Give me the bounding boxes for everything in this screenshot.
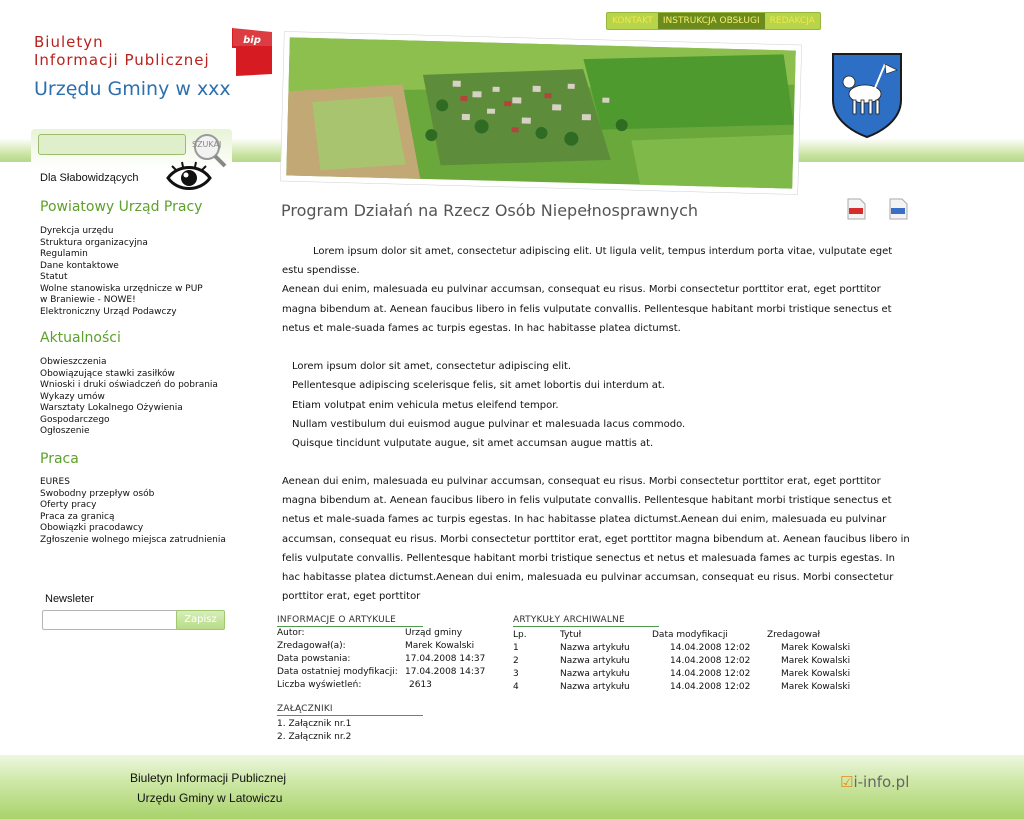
section-title-work[interactable]: Praca — [40, 451, 79, 467]
table-row — [277, 628, 485, 641]
menu-item[interactable]: Ogłoszenie — [40, 426, 90, 436]
iinfo-logo[interactable] — [840, 773, 909, 791]
village-aerial-photo — [280, 31, 802, 195]
table-row — [513, 667, 850, 680]
nav-instrukcja[interactable]: INSTRUKCJA OBSŁUGI — [658, 13, 765, 29]
menu-item[interactable]: Obowiązujące stawki zasiłków — [40, 368, 175, 379]
section-title-pup[interactable]: Powiatowy Urząd Pracy — [40, 199, 203, 215]
article-info-table — [277, 628, 485, 693]
info-label: Zredagował(a): — [277, 641, 346, 651]
table-row — [513, 654, 850, 667]
article-list — [292, 357, 685, 453]
info-label: Data ostatniej modyfikacji: — [277, 667, 398, 677]
column-header: Lp. — [513, 629, 527, 640]
paragraph-1: Lorem ipsum dolor sit amet, consectetur adipiscing elit. Ut ligula velit, tempus interdum porta vitae, vulputate eget estu spendisse. — [282, 246, 893, 277]
search-button-label: SZUKAJ — [192, 140, 222, 149]
table-row — [277, 654, 485, 667]
pdf-icon[interactable] — [846, 198, 866, 220]
menu-item[interactable]: Struktura organizacyjna — [40, 237, 148, 248]
info-value: Urząd gminy — [405, 628, 463, 638]
cell-editor: Marek Kowalski — [781, 668, 851, 679]
menu-item[interactable]: Oferty pracy — [40, 500, 97, 510]
info-label: Autor: — [277, 628, 305, 638]
menu-item[interactable]: Statut — [40, 272, 68, 282]
menu-news — [40, 357, 230, 438]
cell-title[interactable]: Nazwa artykułu — [560, 642, 630, 653]
column-header: Data modyfikacji — [652, 629, 728, 640]
article-info-heading: INFORMACJE O ARTYKULE — [277, 615, 423, 627]
menu-item[interactable]: Gospodarczego — [40, 414, 110, 425]
iinfo-logo-text: i-info.pl — [853, 773, 910, 791]
search-input[interactable] — [38, 134, 186, 155]
column-header: Zredagował — [767, 629, 821, 640]
table-row — [277, 667, 485, 680]
attachment-link[interactable]: 2. Załącznik nr.2 — [277, 732, 352, 742]
cell-lp: 2 — [513, 655, 519, 666]
list-item: Pellentesque adipiscing scelerisque felis, sit amet lobortis dui interdum at. — [292, 380, 665, 392]
cell-title[interactable]: Nazwa artykułu — [560, 681, 630, 692]
cell-date: 14.04.2008 12:02 — [670, 681, 751, 692]
nav-kontakt[interactable]: KONTAKT — [612, 16, 653, 26]
site-title-line2: Informacji Publicznej — [34, 51, 210, 69]
site-title-office[interactable]: Urzędu Gminy w xxx — [34, 78, 231, 100]
menu-item[interactable]: EURES — [40, 477, 70, 487]
article-intro — [282, 242, 914, 338]
top-navigation — [606, 12, 821, 30]
site-title-line1: Biuletyn — [34, 33, 104, 51]
bip-logo-text: bip — [243, 35, 261, 46]
cell-date: 14.04.2008 12:02 — [670, 668, 751, 679]
list-item: Lorem ipsum dolor sit amet, consectetur adipiscing elit. — [292, 361, 572, 372]
archive-articles — [513, 615, 853, 693]
menu-item[interactable]: Wolne stanowiska urzędnicze w PUP w Braniewie - NOWE! — [40, 283, 203, 305]
menu-item[interactable]: Dyrekcja urzędu — [40, 226, 114, 236]
doc-icon[interactable] — [888, 198, 908, 220]
menu-item[interactable]: Regulamin — [40, 249, 88, 259]
menu-item[interactable]: Elektroniczny Urząd Podawczy — [40, 306, 177, 317]
cell-editor: Marek Kowalski — [781, 642, 851, 653]
eye-icon[interactable] — [166, 160, 212, 196]
attachment-link[interactable]: 1. Załącznik nr.1 — [277, 719, 352, 729]
article-info — [277, 615, 487, 693]
list-item: Etiam volutpat enim vehicula metus eleifend tempor. — [292, 399, 559, 411]
menu-pup — [40, 226, 230, 318]
info-value: 17.04.2008 14:37 — [405, 654, 486, 664]
table-header-row — [513, 628, 850, 641]
paragraph-3: Aenean dui enim, malesuada eu pulvinar accumsan, consequat eu risus. Morbi consectetur porttitor erat, eget porttitor magna bibendum at. Aenean faucibus libero in felis vulputate convallis. Pellentesque habitant morbi tristique senectus et netus et male-suada fames ac turpis egestas. In hac habitasse platea dictumst.Aenean dui enim, malesuada eu pulvinar accumsan, consequat eu risus. Morbi consectetur porttitor erat, eget porttitor magna bibendum at. Aenean faucibus libero in felis vulputate convallis. Pellentesque habitant morbi tristique senectus et netus et malesuada fames ac turpis egestas. In hac habitasse platea dictumst.Aenean dui enim, malesuada eu pulvinar accumsan, consequat eu risus. Morbi consectetur porttitor erat, eget porttitor — [282, 476, 910, 603]
list-item: Quisque tincidunt vulputate augue, sit amet accumsan augue mattis at. — [292, 438, 654, 450]
menu-item[interactable]: Swobodny przepływ osób — [40, 488, 155, 499]
list-item: Nullam vestibulum dui euismod augue pulvinar et malesuada lacus commodo. — [292, 418, 686, 430]
footer-title-line2: Urzędu Gminy w Latowiczu — [137, 791, 283, 805]
column-header: Tytuł — [560, 629, 582, 640]
menu-item[interactable]: Warsztaty Lokalnego Ożywienia — [40, 403, 183, 413]
attachments — [277, 704, 427, 744]
menu-item[interactable]: Wnioski i druki oświadczeń do pobrania — [40, 380, 218, 390]
menu-item[interactable]: Wykazy umów — [40, 391, 105, 402]
cell-date: 14.04.2008 12:02 — [670, 642, 751, 653]
archive-heading: ARTYKUŁY ARCHIWALNE — [513, 615, 659, 627]
table-row — [513, 680, 850, 693]
newsletter-email-input[interactable] — [42, 610, 178, 630]
cell-editor: Marek Kowalski — [781, 655, 851, 666]
cell-title[interactable]: Nazwa artykułu — [560, 668, 630, 679]
bip-logo[interactable] — [232, 28, 272, 76]
page-title: Program Działań na Rzecz Osób Niepełnosprawnych — [281, 201, 699, 220]
menu-item[interactable]: Zgłoszenie wolnego miejsca zatrudnienia — [40, 534, 226, 545]
info-value: 17.04.2008 14:37 — [405, 667, 486, 677]
nav-redakcja[interactable]: REDAKCJA — [769, 16, 815, 26]
menu-item[interactable]: Obowiązki pracodawcy — [40, 523, 144, 533]
cell-lp: 4 — [513, 681, 519, 692]
paragraph-2: Aenean dui enim, malesuada eu pulvinar accumsan, consequat eu risus. Morbi consectetur porttitor erat, eget porttitor magna bibendum at. Aenean faucibus libero in felis vulputate convallis. Pellentesque habitant morbi tristique senectus et netus et male-suada fames ac turpis egestas. In hac habitasse platea dictumst. — [282, 284, 892, 334]
cell-title[interactable]: Nazwa artykułu — [560, 655, 630, 666]
attachments-heading: ZAŁĄCZNIKI — [277, 704, 423, 716]
low-vision-link[interactable]: Dla Słabowidzących — [40, 172, 139, 184]
menu-item[interactable]: Praca za granicą — [40, 511, 115, 522]
cell-lp: 1 — [513, 642, 519, 653]
table-row — [277, 680, 485, 693]
checkmark-icon: ☑ — [840, 773, 854, 791]
cell-editor: Marek Kowalski — [781, 681, 851, 692]
info-value: 2613 — [409, 680, 432, 690]
table-row — [277, 641, 485, 654]
archive-table — [513, 628, 850, 693]
newsletter-subscribe-button[interactable]: Zapisz — [176, 610, 225, 630]
footer-title-line1: Biuletyn Informacji Publicznej — [130, 771, 287, 785]
menu-item[interactable]: Dane kontaktowe — [40, 260, 119, 271]
menu-item[interactable]: Obwieszczenia — [40, 357, 107, 367]
cell-lp: 3 — [513, 668, 519, 679]
info-value: Marek Kowalski — [405, 641, 475, 651]
newsletter-label: Newsleter — [45, 593, 94, 605]
info-label: Data powstania: — [277, 654, 351, 664]
cell-date: 14.04.2008 12:02 — [670, 655, 751, 666]
section-title-news[interactable]: Aktualności — [40, 330, 121, 346]
menu-work — [40, 477, 230, 546]
table-row — [513, 641, 850, 654]
municipal-coat-of-arms — [831, 52, 903, 138]
info-label: Liczba wyświetleń: — [277, 680, 362, 690]
